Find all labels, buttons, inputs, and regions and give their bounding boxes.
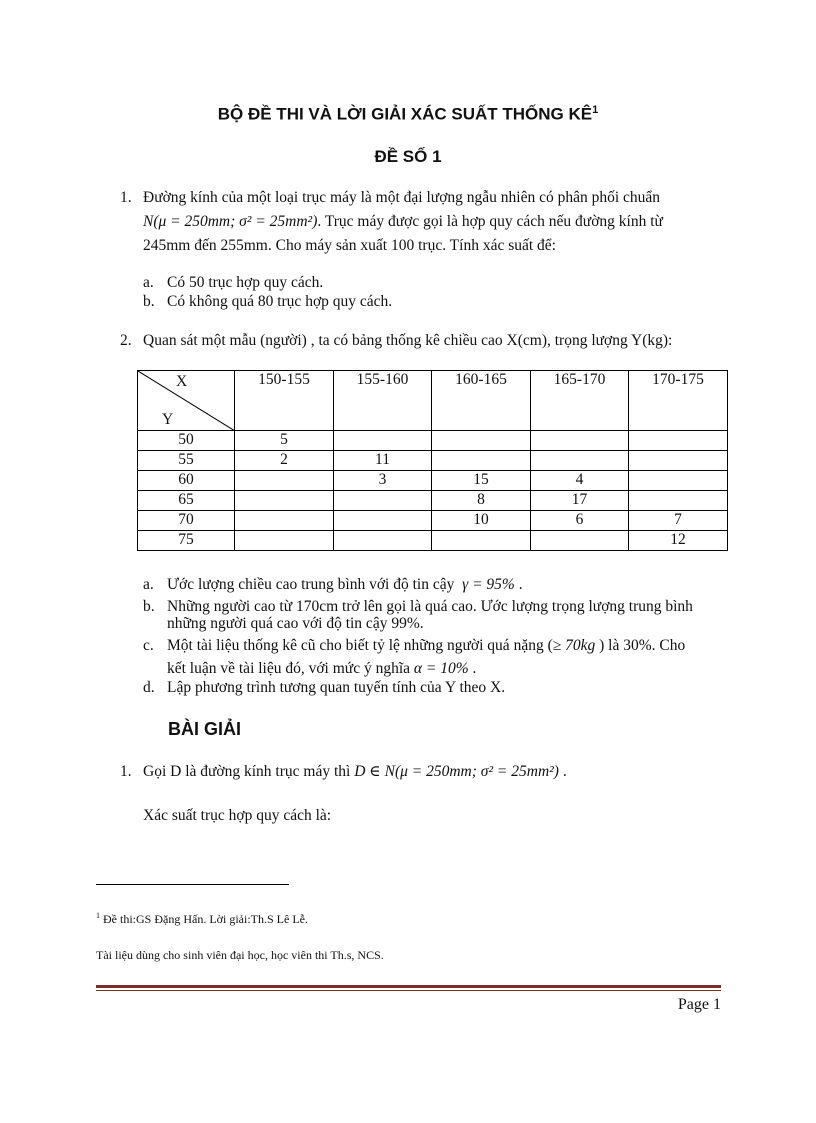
- document-title: [0, 104, 816, 125]
- solution-1-text: Gọi D là đường kính trục máy thì: [143, 763, 355, 780]
- footnote: [96, 911, 308, 927]
- weight-threshold-formula: ≥ 70kg: [552, 637, 596, 654]
- problem-2-item-a-label: a.: [143, 576, 154, 593]
- table-cell: 15: [432, 471, 531, 491]
- problem-2-item-c-line-2: [167, 659, 476, 679]
- page-number: Page 1: [677, 996, 721, 1013]
- problem-2-item-c-text-3: kết luận về tài liệu đó, với mức ý nghĩa: [167, 660, 414, 677]
- table-cell: [334, 491, 432, 511]
- problem-1-item-a-text: Có 50 trục hợp quy cách.: [167, 274, 324, 291]
- diameter-distribution-formula: D ∈ N(μ = 250mm; σ² = 25mm²): [354, 763, 559, 780]
- table-cell: [235, 471, 334, 491]
- problem-2-item-d-label: d.: [143, 679, 155, 696]
- table-cell: [334, 431, 432, 451]
- column-header: 150-155: [235, 371, 334, 431]
- row-y-label: 50: [138, 431, 235, 451]
- table-corner-cell: [138, 371, 235, 431]
- problem-1-item-a-label: a.: [143, 274, 154, 291]
- problem-2-item-a-text: Ước lượng chiều cao trung bình với độ tin cậy: [167, 576, 455, 593]
- table-cell: [629, 451, 728, 471]
- solution-1-line-1: [143, 762, 567, 782]
- table-row: [138, 511, 728, 531]
- footer-rule-thick: [96, 985, 721, 988]
- table-cell: 4: [531, 471, 629, 491]
- table-cell: [334, 511, 432, 531]
- table-row: [138, 491, 728, 511]
- problem-2-item-c-text-2: ) là 30%. Cho: [595, 637, 686, 654]
- table-cell: 6: [531, 511, 629, 531]
- problem-1-number: 1.: [120, 189, 132, 206]
- footnote-mark: 1: [96, 911, 100, 920]
- problem-1-item-b-text: Có không quá 80 trục hợp quy cách.: [167, 293, 393, 310]
- problem-1-line-3: 245mm đến 255mm. Cho máy sản xuất 100 trục. Tính xác suất để:: [143, 237, 556, 254]
- problem-2-number: 2.: [120, 332, 132, 349]
- row-y-label: 75: [138, 531, 235, 551]
- document-title-text: BỘ ĐỀ THI VÀ LỜI GIẢI XÁC SUẤT THỐNG KÊ: [217, 104, 593, 124]
- footer-rule-thin: [96, 990, 721, 991]
- table-cell: [432, 451, 531, 471]
- column-header: 165-170: [531, 371, 629, 431]
- problem-2-item-c-label: c.: [143, 637, 154, 654]
- footnote-ref-mark: 1: [592, 104, 599, 116]
- table-cell: [531, 531, 629, 551]
- problem-1-line-2-text: . Trục máy được gọi là hợp quy cách nếu đường kính từ: [317, 213, 663, 230]
- problem-2-item-b-label: b.: [143, 598, 155, 615]
- table-row: [138, 531, 728, 551]
- problem-2-text: Quan sát một mẫu (người) , ta có bảng thống kê chiều cao X(cm), trọng lượng Y(kg):: [143, 332, 673, 349]
- problem-2-item-b-line-1: Những người cao từ 170cm trở lên gọi là quá cao. Ước lượng trọng lượng trung bình: [167, 598, 693, 615]
- table-cell: [629, 491, 728, 511]
- table-cell: 7: [629, 511, 728, 531]
- row-y-label: 55: [138, 451, 235, 471]
- row-y-label: 60: [138, 471, 235, 491]
- problem-2-item-a: [167, 575, 523, 595]
- problem-1-item-b-label: b.: [143, 293, 155, 310]
- confidence-formula: γ = 95%: [462, 576, 515, 593]
- row-y-label: 65: [138, 491, 235, 511]
- normal-distribution-formula: N(μ = 250mm; σ² = 25mm²): [143, 213, 318, 230]
- problem-2-item-c-text-4: .: [468, 660, 477, 677]
- table-cell: [629, 471, 728, 491]
- problem-2-item-a-tail: .: [514, 576, 523, 593]
- height-weight-table: [137, 370, 728, 551]
- footnote-separator: [96, 884, 289, 885]
- table-cell: 5: [235, 431, 334, 451]
- problem-2-item-d-text: Lập phương trình tương quan tuyến tính của Y theo X.: [167, 679, 506, 696]
- table-cell: [334, 531, 432, 551]
- column-header: 155-160: [334, 371, 432, 431]
- problem-1-line-2: [143, 212, 763, 232]
- problem-2-item-c-line-1: [167, 636, 685, 656]
- exam-title: ĐỀ SỐ 1: [374, 147, 442, 166]
- table-cell: 12: [629, 531, 728, 551]
- table-row: [138, 451, 728, 471]
- table-cell: [235, 531, 334, 551]
- column-header: 160-165: [432, 371, 531, 431]
- footnote-note: Tài liệu dùng cho sinh viên đại học, học viên thi Th.s, NCS.: [96, 948, 384, 962]
- table-cell: 10: [432, 511, 531, 531]
- row-y-label: 70: [138, 511, 235, 531]
- corner-x-label: X: [176, 373, 188, 390]
- solution-1-number: 1.: [120, 763, 132, 780]
- solution-heading: BÀI GIẢI: [168, 719, 242, 739]
- table-header-row: [138, 371, 728, 431]
- column-header: 170-175: [629, 371, 728, 431]
- problem-2-item-c-text-1: Một tài liệu thống kê cũ cho biết tỷ lệ những người quá nặng (: [167, 637, 553, 654]
- solution-1-tail: .: [558, 763, 567, 780]
- table-cell: [432, 431, 531, 451]
- table-cell: [235, 511, 334, 531]
- table-cell: [531, 431, 629, 451]
- table-cell: 8: [432, 491, 531, 511]
- table-cell: 17: [531, 491, 629, 511]
- table-cell: [432, 531, 531, 551]
- table-row: [138, 431, 728, 451]
- solution-1-line-2: Xác suất trục hợp quy cách là:: [143, 807, 332, 824]
- table-cell: 3: [334, 471, 432, 491]
- problem-2-item-b-line-2: những người quá cao với độ tin cậy 99%.: [167, 615, 424, 632]
- corner-y-label: Y: [162, 411, 174, 428]
- table-cell: 2: [235, 451, 334, 471]
- footnote-text: Đề thi:GS Đặng Hấn. Lời giải:Th.S Lê Lễ.: [103, 912, 308, 926]
- table-cell: [531, 451, 629, 471]
- table-cell: 11: [334, 451, 432, 471]
- significance-formula: α = 10%: [413, 660, 469, 677]
- table-row: [138, 471, 728, 491]
- table-cell: [629, 431, 728, 451]
- table-cell: [235, 491, 334, 511]
- problem-1-line-1: Đường kính của một loại trục máy là một đại lượng ngẫu nhiên có phân phối chuẩn: [143, 189, 661, 206]
